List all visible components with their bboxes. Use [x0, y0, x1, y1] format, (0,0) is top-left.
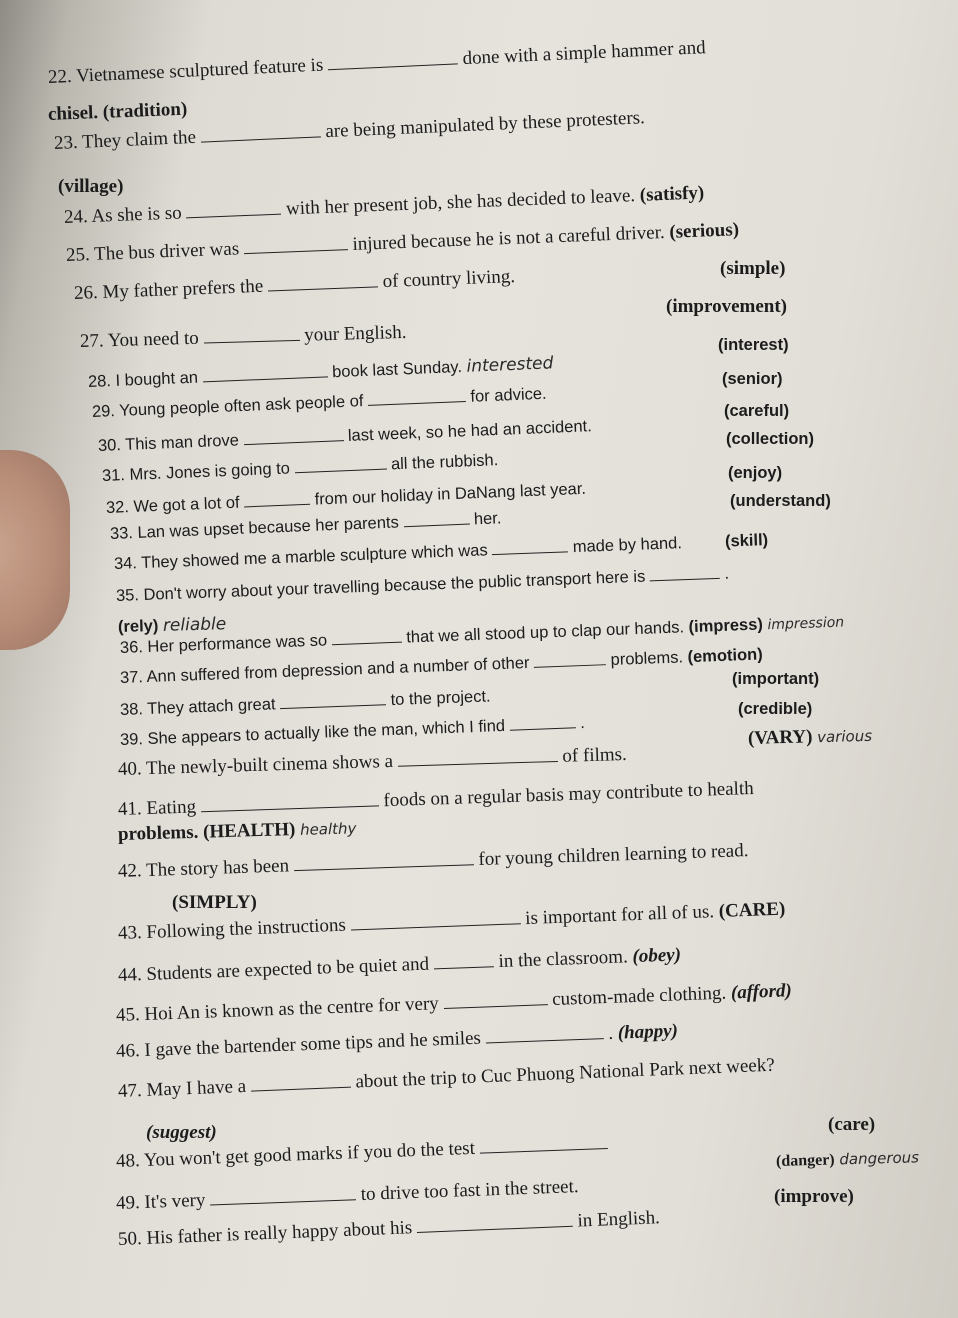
answer-blank[interactable] — [186, 198, 282, 219]
question-text: in English. — [577, 1207, 661, 1232]
question-text: 30. This man drove — [97, 431, 240, 455]
question-text: to drive too fast in the street. — [360, 1176, 579, 1206]
answer-blank[interactable] — [203, 324, 299, 344]
question-text: 27. You need to — [79, 327, 200, 352]
answer-blank[interactable] — [243, 424, 344, 445]
question-text: 36. Her performance was so — [119, 631, 328, 657]
answer-blank[interactable] — [397, 745, 557, 767]
answer-blank[interactable] — [210, 1183, 357, 1205]
question-26 — [74, 265, 516, 305]
question-text: . — [724, 564, 730, 583]
word-hint: (obey) — [632, 944, 682, 968]
handwritten-answer: reliable — [162, 614, 227, 636]
question-42-cont: (SIMPLY) — [172, 892, 257, 913]
question-text: 41. Eating — [117, 796, 197, 820]
word-hint: (improvement) — [666, 296, 788, 317]
question-47-cont: (suggest) — [146, 1122, 217, 1143]
word-hint: (VARY) — [747, 726, 813, 749]
answer-blank[interactable] — [350, 907, 521, 930]
word-hint: (care) — [828, 1114, 876, 1135]
question-text: foods on a regular basis may contribute to health — [383, 777, 755, 812]
handwritten-answer: impression — [767, 614, 845, 634]
question-text: of films. — [562, 743, 628, 767]
answer-blank[interactable] — [534, 648, 607, 668]
question-text: of country living. — [382, 266, 516, 293]
answer-blank[interactable] — [416, 1210, 573, 1233]
question-25 — [66, 218, 740, 267]
question-text: 32. We got a lot of — [105, 493, 240, 517]
word-hint: (happy) — [617, 1020, 679, 1044]
word-hint: (impress) — [688, 615, 764, 637]
question-text: from our holiday in DaNang last year. — [314, 479, 587, 509]
word-hint: (collection) — [726, 430, 815, 448]
question-22 — [47, 36, 706, 89]
answer-blank[interactable] — [479, 1132, 608, 1154]
question-text: to the project. — [390, 687, 491, 710]
question-text: book last Sunday. — [331, 357, 463, 382]
question-40-hint — [748, 725, 873, 750]
question-text: in the classroom. — [498, 946, 629, 973]
answer-blank[interactable] — [268, 270, 379, 291]
answer-blank[interactable] — [244, 488, 311, 508]
word-hint: (serious) — [668, 219, 740, 243]
word-hint: (simple) — [720, 258, 786, 279]
question-text: made by hand. — [572, 534, 683, 557]
answer-blank[interactable] — [509, 711, 576, 730]
question-text: 37. Ann suffered from depression and a number of other — [119, 653, 530, 687]
question-23-cont: (village) — [58, 176, 124, 197]
question-text: about the trip to Cuc Phuong National Park next week? — [355, 1054, 776, 1093]
word-hint: (afford) — [730, 980, 793, 1004]
question-text: 33. Lan was upset because her parents — [109, 513, 400, 543]
word-hint: (senior) — [722, 370, 783, 388]
question-text: . — [607, 1022, 614, 1044]
question-text: 24. As she is so — [63, 202, 183, 228]
question-50 — [118, 1206, 661, 1251]
answer-blank[interactable] — [294, 453, 387, 474]
question-text: last week, so he had an accident. — [347, 417, 593, 445]
answer-blank[interactable] — [443, 988, 548, 1009]
answer-blank[interactable] — [492, 535, 569, 555]
word-hint: (rely) — [117, 616, 159, 636]
handwritten-answer: dangerous — [839, 1148, 920, 1169]
question-text: 25. The bus driver was — [65, 238, 240, 266]
question-48b-hint — [776, 1146, 920, 1173]
question-text: custom-made clothing. — [551, 982, 727, 1011]
answer-blank[interactable] — [243, 233, 348, 254]
question-22-cont: chisel. (tradition) — [47, 98, 188, 125]
word-hint: (important) — [732, 670, 820, 688]
word-hint: (interest) — [718, 336, 789, 354]
word-hint: problems. (HEALTH) — [117, 819, 296, 845]
answer-blank[interactable] — [200, 789, 378, 812]
question-text: 43. Following the instructions — [117, 914, 347, 944]
question-text: that we all stood up to clap our hands. — [405, 618, 685, 647]
question-text: is important for all of us. — [524, 901, 715, 930]
question-text: 46. I gave the bartender some tips and he smiles — [115, 1027, 482, 1062]
question-text: your English. — [303, 321, 407, 346]
question-text: for young children learning to read. — [478, 840, 749, 871]
question-40 — [118, 743, 627, 781]
question-text: 34. They showed me a marble sculpture which was — [113, 541, 488, 573]
answer-blank[interactable] — [293, 848, 473, 871]
question-text: with her present job, she has decided to leave. — [285, 185, 636, 220]
question-45 — [116, 979, 793, 1027]
question-text: 29. Young people often ask people of — [91, 392, 364, 421]
question-text: 39. She appears to actually like the man, which I find — [119, 716, 506, 749]
word-hint: (credible) — [738, 700, 813, 718]
question-text: 35. Don't worry about your travelling because the public transport here is — [115, 567, 646, 605]
question-42 — [118, 839, 749, 883]
question-text: 40. The newly-built cinema shows a — [117, 750, 394, 780]
question-text: 23. They claim the — [53, 126, 197, 154]
question-text: 44. Students are expected to be quiet and — [117, 953, 430, 986]
answer-blank[interactable] — [250, 1071, 351, 1092]
handwritten-answer: healthy — [299, 819, 357, 839]
question-30 — [98, 414, 593, 457]
question-text: 22. Vietnamese sculptured feature is — [47, 54, 324, 88]
question-text: 28. I bought an — [87, 368, 199, 391]
word-hint: (danger) — [775, 1151, 835, 1170]
handwritten-answer: interested — [466, 353, 554, 377]
question-41 — [118, 777, 754, 821]
word-hint: (improve) — [774, 1186, 854, 1207]
word-hint: (careful) — [724, 402, 790, 420]
answer-blank[interactable] — [433, 950, 494, 969]
word-hint: (CARE) — [718, 898, 786, 922]
word-hint: (emotion) — [687, 645, 764, 667]
handwritten-answer: various — [816, 726, 873, 747]
answer-blank[interactable] — [367, 385, 466, 406]
question-text: for advice. — [470, 384, 547, 406]
question-text: 45. Hoi An is known as the centre for very — [115, 993, 440, 1026]
word-hint: (satisfy) — [639, 182, 705, 206]
question-49 — [116, 1175, 579, 1215]
question-text: 50. His father is really happy about his — [117, 1217, 413, 1250]
question-27 — [80, 321, 407, 353]
question-text: 38. They attach great — [119, 695, 276, 719]
answer-blank[interactable] — [649, 562, 720, 582]
question-46 — [116, 1019, 679, 1063]
question-text: 31. Mrs. Jones is going to — [101, 459, 291, 485]
question-text: . — [579, 713, 586, 733]
question-text: all the rubbish. — [390, 451, 499, 474]
question-47 — [118, 1054, 776, 1103]
question-44 — [118, 943, 682, 987]
word-hint: (understand) — [730, 492, 831, 510]
question-text: done with a simple hammer and — [462, 37, 707, 70]
question-text: are being manipulated by these protesters. — [324, 107, 646, 143]
question-text: her. — [473, 509, 502, 529]
word-hint: (enjoy) — [728, 464, 783, 482]
answer-blank[interactable] — [403, 508, 470, 528]
answer-blank[interactable] — [327, 47, 458, 70]
answer-blank[interactable] — [331, 626, 402, 646]
question-41-cont — [118, 817, 357, 846]
question-text: 48. You won't get good marks if you do the test — [115, 1137, 476, 1172]
question-text: 49. It's very — [115, 1189, 206, 1214]
question-text: 26. My father prefers the — [73, 275, 264, 304]
word-hint: (skill) — [724, 531, 769, 551]
answer-blank[interactable] — [200, 120, 321, 142]
question-24 — [64, 181, 705, 229]
answer-blank[interactable] — [202, 360, 328, 382]
question-text: problems. — [610, 648, 684, 670]
answer-blank[interactable] — [280, 688, 387, 709]
question-text: injured because he is not a careful driver. — [352, 222, 666, 255]
answer-blank[interactable] — [485, 1022, 604, 1043]
question-text: 42. The story has been — [117, 855, 290, 882]
question-text: 47. May I have a — [117, 1075, 247, 1102]
